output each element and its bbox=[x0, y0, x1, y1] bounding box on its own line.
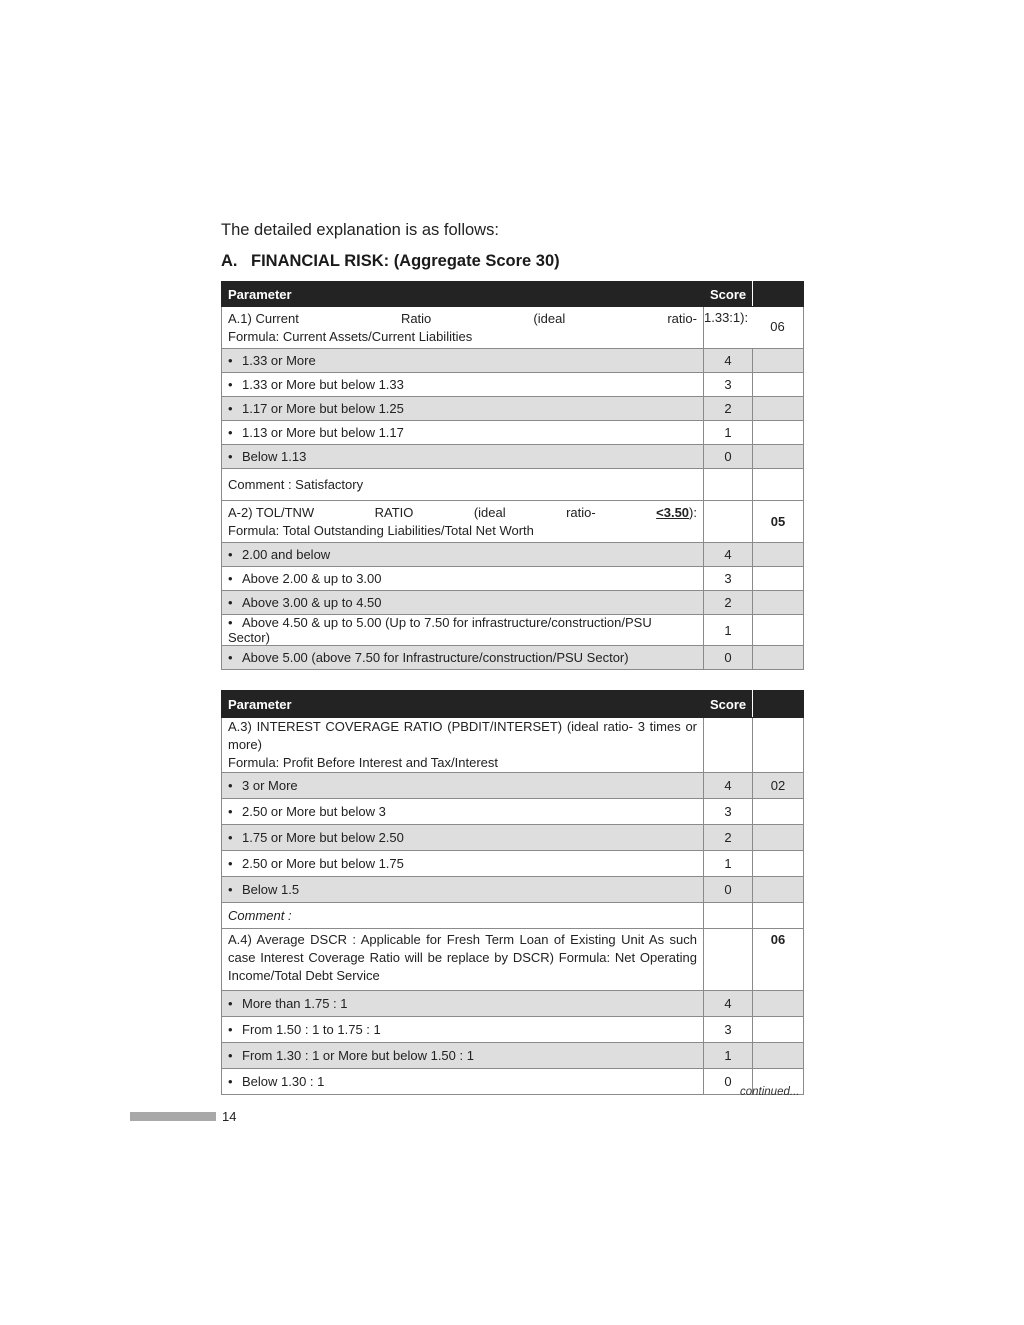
option-blank bbox=[753, 543, 804, 567]
option-label: • More than 1.75 : 1 bbox=[222, 991, 704, 1017]
ideal-value: <3.50 bbox=[656, 504, 690, 520]
option-blank bbox=[753, 349, 804, 373]
option-blank bbox=[753, 615, 804, 646]
comment-row bbox=[222, 903, 804, 929]
option-label: • 2.50 or More but below 1.75 bbox=[222, 851, 704, 877]
ideal-suffix: ): bbox=[689, 504, 697, 520]
option-label: • From 1.50 : 1 to 1.75 : 1 bbox=[222, 1017, 704, 1043]
param-a1-ratio: 1.33:1): bbox=[704, 310, 749, 325]
section-heading bbox=[221, 252, 560, 271]
param-row-a2 bbox=[222, 501, 804, 543]
option-label: • From 1.30 : 1 or More but below 1.50 : 1 bbox=[222, 1043, 704, 1069]
option-label: • 3 or More bbox=[222, 773, 704, 799]
option-row bbox=[222, 397, 804, 421]
option-score: 1 bbox=[704, 421, 753, 445]
param-row-a4 bbox=[222, 929, 804, 991]
comment-score bbox=[704, 469, 753, 501]
table-header bbox=[222, 282, 804, 307]
header-blank bbox=[753, 282, 804, 307]
param-a1-text bbox=[222, 307, 704, 349]
intro-text: The detailed explanation is as follows: bbox=[221, 221, 499, 239]
option-label: • Above 3.00 & up to 4.50 bbox=[222, 591, 704, 615]
option-row bbox=[222, 543, 804, 567]
option-score: 4 bbox=[704, 349, 753, 373]
param-a2-ideal bbox=[656, 504, 697, 522]
word: RATIO bbox=[374, 504, 414, 520]
word: A.1) Current bbox=[228, 310, 299, 326]
option-blank bbox=[753, 1043, 804, 1069]
param-a1-title bbox=[228, 310, 697, 328]
option-row bbox=[222, 799, 804, 825]
option-label: • 2.50 or More but below 3 bbox=[222, 799, 704, 825]
comment-score bbox=[704, 903, 753, 929]
option-row bbox=[222, 1069, 804, 1095]
option-row bbox=[222, 646, 804, 670]
param-a2-title bbox=[228, 504, 697, 522]
option-blank bbox=[753, 877, 804, 903]
param-a3-score bbox=[704, 718, 753, 773]
option-blank bbox=[753, 373, 804, 397]
financial-risk-table-1 bbox=[221, 281, 804, 670]
option-blank bbox=[753, 397, 804, 421]
param-a4-final-score: 06 bbox=[753, 929, 804, 991]
param-a2-text bbox=[222, 501, 704, 543]
param-a3-title: A.3) INTEREST COVERAGE RATIO (PBDIT/INTERSET) (ideal ratio- 3 times or more) bbox=[228, 719, 697, 752]
option-row bbox=[222, 615, 804, 646]
option-row bbox=[222, 1017, 804, 1043]
option-score: 0 bbox=[704, 646, 753, 670]
option-row bbox=[222, 421, 804, 445]
param-a1-final-score: 06 bbox=[770, 319, 785, 334]
option-blank bbox=[753, 421, 804, 445]
table-header bbox=[222, 691, 804, 718]
section-title: FINANCIAL RISK: (Aggregate Score 30) bbox=[251, 252, 560, 270]
option-score: 2 bbox=[704, 397, 753, 421]
header-score: Score bbox=[704, 691, 753, 718]
option-row bbox=[222, 877, 804, 903]
option-score: 3 bbox=[704, 1017, 753, 1043]
param-a1-formula: Formula: Current Assets/Current Liabilities bbox=[228, 328, 473, 344]
option-row bbox=[222, 349, 804, 373]
option-score: 0 bbox=[704, 445, 753, 469]
option-label: • 1.33 or More bbox=[222, 349, 704, 373]
param-a4-score bbox=[704, 929, 753, 991]
option-label: • Below 1.5 bbox=[222, 877, 704, 903]
section-number: A. bbox=[221, 252, 238, 270]
comment-blank bbox=[753, 469, 804, 501]
option-row bbox=[222, 445, 804, 469]
option-row bbox=[222, 825, 804, 851]
option-label: • Above 5.00 (above 7.50 for Infrastructure/construction/PSU Sector) bbox=[222, 646, 704, 670]
option-label: • 1.13 or More but below 1.17 bbox=[222, 421, 704, 445]
option-blank bbox=[753, 799, 804, 825]
option-label: • 1.17 or More but below 1.25 bbox=[222, 397, 704, 421]
option-score: 1 bbox=[704, 851, 753, 877]
option-label: • Above 2.00 & up to 3.00 bbox=[222, 567, 704, 591]
param-row-a3 bbox=[222, 718, 804, 773]
option-score: 0 bbox=[704, 877, 753, 903]
param-a3-final-score: 02 bbox=[753, 773, 804, 799]
param-a2-final-score: 05 bbox=[753, 501, 804, 543]
word: A-2) TOL/TNW bbox=[228, 504, 315, 520]
option-score: 2 bbox=[704, 825, 753, 851]
option-score: 1 bbox=[704, 1043, 753, 1069]
param-a4-text bbox=[222, 929, 704, 991]
word: (ideal bbox=[473, 504, 506, 520]
option-score: 4 bbox=[704, 543, 753, 567]
page-number: 14 bbox=[222, 1109, 237, 1124]
option-label: • 2.00 and below bbox=[222, 543, 704, 567]
option-score: 3 bbox=[704, 373, 753, 397]
option-blank bbox=[753, 991, 804, 1017]
option-row bbox=[222, 591, 804, 615]
option-blank bbox=[753, 445, 804, 469]
option-blank bbox=[753, 567, 804, 591]
word: ratio- bbox=[667, 310, 697, 326]
option-score: 1 bbox=[704, 615, 753, 646]
option-label: • 1.33 or More but below 1.33 bbox=[222, 373, 704, 397]
option-blank bbox=[753, 825, 804, 851]
comment-blank bbox=[753, 903, 804, 929]
param-a2-score bbox=[704, 501, 753, 543]
param-a1-ratio-cell bbox=[704, 307, 804, 349]
option-label: • Below 1.13 bbox=[222, 445, 704, 469]
option-blank bbox=[753, 591, 804, 615]
option-row bbox=[222, 991, 804, 1017]
option-row bbox=[222, 567, 804, 591]
option-blank bbox=[753, 646, 804, 670]
header-parameter: Parameter bbox=[222, 691, 704, 718]
option-blank bbox=[753, 1017, 804, 1043]
option-row bbox=[222, 773, 804, 799]
word: (ideal bbox=[533, 310, 566, 326]
option-row bbox=[222, 851, 804, 877]
option-score: 4 bbox=[704, 773, 753, 799]
header-score: Score bbox=[704, 282, 753, 307]
param-row-a1 bbox=[222, 307, 804, 349]
param-a3-formula: Formula: Profit Before Interest and Tax/Interest bbox=[228, 755, 498, 770]
financial-risk-table-2 bbox=[221, 690, 804, 1095]
comment-text: Comment : bbox=[222, 903, 704, 929]
continued-note: continued... bbox=[740, 1086, 800, 1098]
param-a3-text bbox=[222, 718, 704, 773]
param-a3-blank bbox=[753, 718, 804, 773]
word: Ratio bbox=[400, 310, 432, 326]
option-label: • Above 4.50 & up to 5.00 (Up to 7.50 for infrastructure/construction/PSU Sector) bbox=[222, 615, 704, 646]
comment-text: Comment : Satisfactory bbox=[222, 469, 704, 501]
header-parameter: Parameter bbox=[222, 282, 704, 307]
option-row bbox=[222, 373, 804, 397]
option-score: 0 bbox=[704, 1069, 753, 1095]
comment-row bbox=[222, 469, 804, 501]
param-a4-description: A.4) Average DSCR : Applicable for Fresh Term Loan of Existing Unit As such case Interest Coverage Ratio will be replace by DSCR) Formula: Net Operating Income/Total Debt Service bbox=[228, 932, 697, 983]
option-score: 4 bbox=[704, 991, 753, 1017]
option-score: 2 bbox=[704, 591, 753, 615]
option-row bbox=[222, 1043, 804, 1069]
option-blank bbox=[753, 851, 804, 877]
option-label: • Below 1.30 : 1 bbox=[222, 1069, 704, 1095]
page-footer-bar bbox=[130, 1112, 216, 1121]
option-label: • 1.75 or More but below 2.50 bbox=[222, 825, 704, 851]
word: ratio- bbox=[566, 504, 596, 520]
header-blank bbox=[753, 691, 804, 718]
option-score: 3 bbox=[704, 567, 753, 591]
param-a2-formula: Formula: Total Outstanding Liabilities/Total Net Worth bbox=[228, 522, 534, 538]
option-score: 3 bbox=[704, 799, 753, 825]
